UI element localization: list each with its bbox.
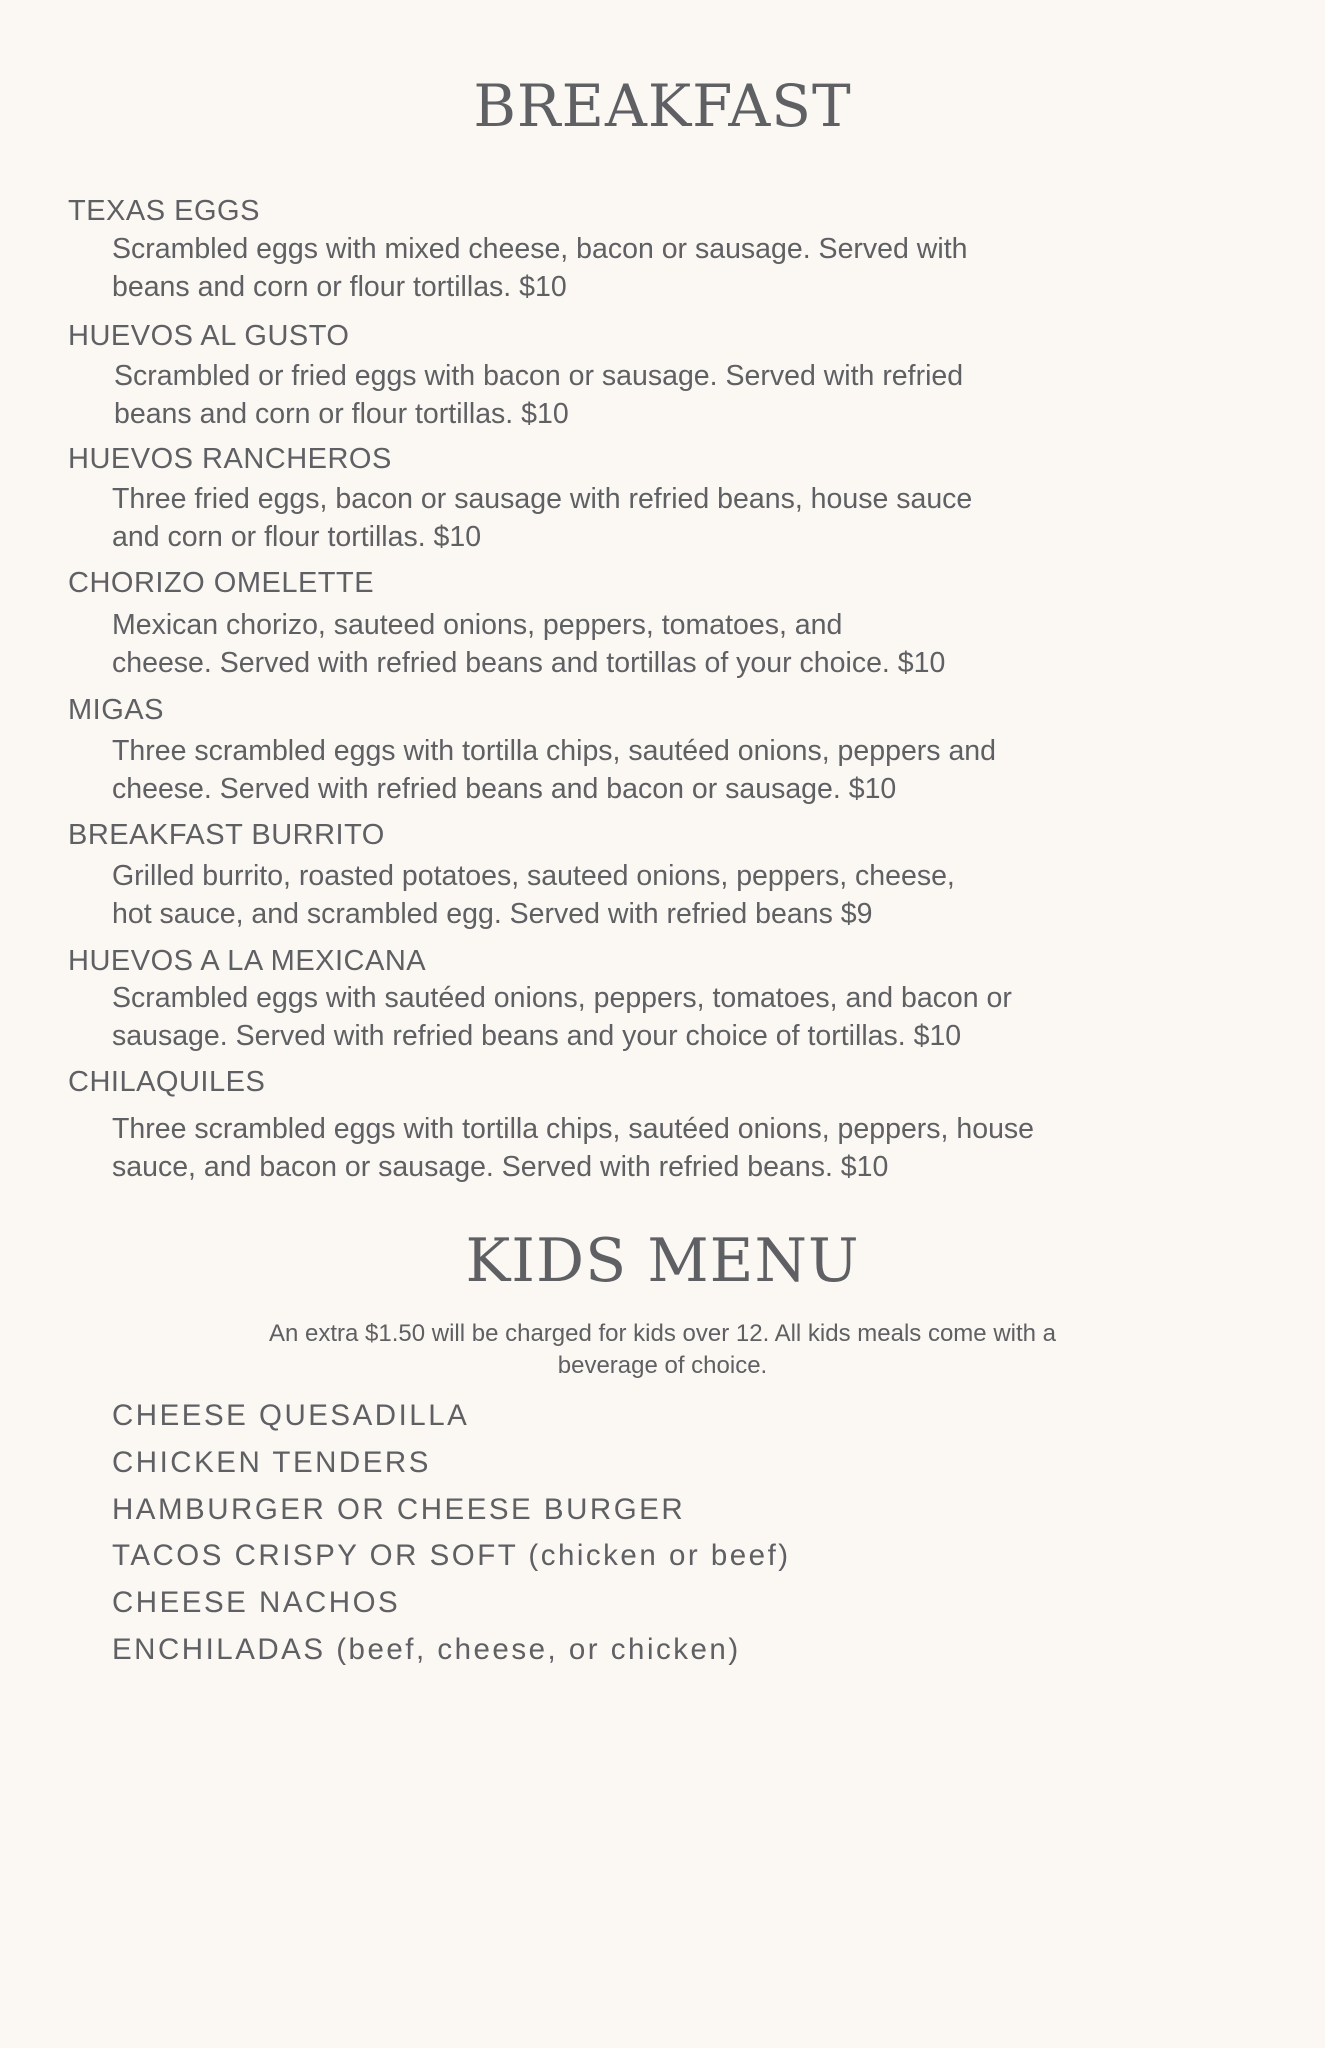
item-name: HUEVOS RANCHEROS: [68, 443, 392, 475]
item-description-line: Grilled burrito, roasted potatoes, sauteed onions, peppers, cheese,: [112, 860, 955, 892]
item-description: [112, 732, 1222, 808]
item-description: [112, 230, 1222, 306]
kids-menu-item: TACOS CRISPY OR SOFT (chicken or beef): [112, 1539, 791, 1573]
item-description-line: Scrambled or fried eggs with bacon or sausage. Served with refried: [114, 360, 964, 392]
item-description-line: beans and corn or flour tortillas. $10: [114, 398, 569, 430]
item-name: BREAKFAST BURRITO: [68, 819, 385, 851]
item-description: [114, 357, 1224, 433]
kids-menu-item: HAMBURGER OR CHEESE BURGER: [112, 1492, 686, 1526]
item-name: MIGAS: [68, 694, 164, 726]
item-name: CHILAQUILES: [68, 1066, 266, 1098]
kids-menu-title: KIDS MENU: [465, 1226, 860, 1296]
item-description-line: Scrambled eggs with mixed cheese, bacon or sausage. Served with: [112, 233, 968, 265]
item-description: [112, 1110, 1222, 1186]
item-description-line: hot sauce, and scrambled egg. Served with refried beans $9: [112, 898, 873, 930]
item-description-line: sausage. Served with refried beans and your choice of tortillas. $10: [112, 1020, 962, 1052]
item-description: [112, 606, 1222, 682]
item-description-line: and corn or flour tortillas. $10: [112, 521, 482, 553]
item-description: [112, 480, 1222, 556]
item-name: HUEVOS A LA MEXICANA: [68, 945, 427, 977]
item-description-line: Three fried eggs, bacon or sausage with refried beans, house sauce: [112, 483, 973, 515]
item-name: TEXAS EGGS: [68, 195, 260, 227]
item-description-line: cheese. Served with refried beans and tortillas of your choice. $10: [112, 647, 946, 679]
kids-menu-note: [190, 1318, 1135, 1382]
kids-note-line: An extra $1.50 will be charged for kids over 12. All kids meals come with a: [268, 1320, 1057, 1347]
item-description: [112, 979, 1222, 1055]
item-description-line: beans and corn or flour tortillas. $10: [112, 271, 567, 303]
item-description-line: Three scrambled eggs with tortilla chips, sautéed onions, peppers and: [112, 735, 997, 767]
item-name: HUEVOS AL GUSTO: [68, 320, 350, 352]
kids-note-line: beverage of choice.: [557, 1352, 768, 1379]
breakfast-title: BREAKFAST: [473, 72, 852, 140]
item-description-line: Three scrambled eggs with tortilla chips, sautéed onions, peppers, house: [112, 1113, 1035, 1145]
item-description-line: sauce, and bacon or sausage. Served with refried beans. $10: [112, 1151, 889, 1183]
kids-menu-item: CHEESE NACHOS: [112, 1586, 401, 1620]
kids-menu-item: CHEESE QUESADILLA: [112, 1399, 470, 1432]
kids-menu-list: [112, 1393, 791, 1674]
item-description-line: cheese. Served with refried beans and bacon or sausage. $10: [112, 773, 897, 805]
item-name: CHORIZO OMELETTE: [68, 567, 375, 599]
item-description-line: Mexican chorizo, sauteed onions, peppers, tomatoes, and: [112, 609, 843, 641]
kids-menu-item: CHICKEN TENDERS: [112, 1445, 431, 1479]
item-description-line: Scrambled eggs with sautéed onions, peppers, tomatoes, and bacon or: [112, 982, 1012, 1014]
item-description: [112, 857, 1222, 933]
kids-menu-item: ENCHILADAS (beef, cheese, or chicken): [112, 1632, 741, 1666]
